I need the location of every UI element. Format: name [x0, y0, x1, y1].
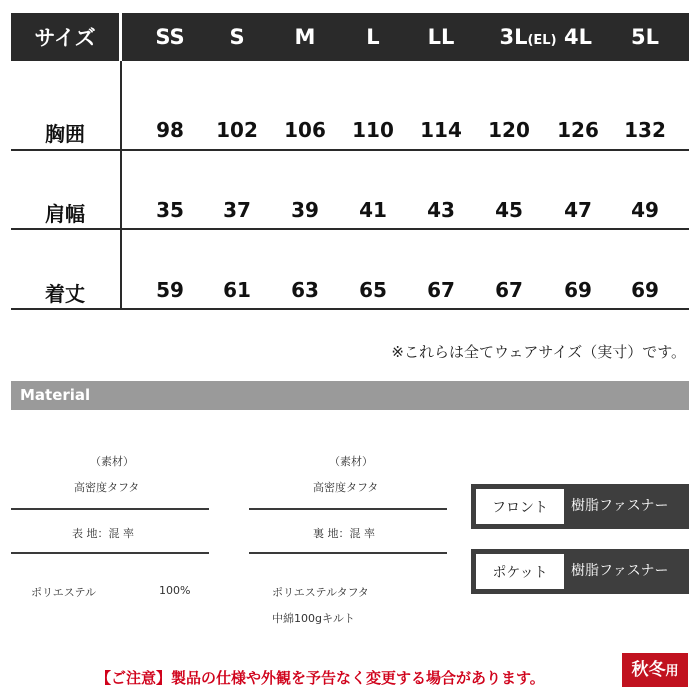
- row-label-length: 着丈: [45, 282, 85, 306]
- right-material-heading: （素材）: [329, 455, 373, 468]
- right-divider: [249, 508, 447, 510]
- size-col-m: M: [294, 25, 316, 49]
- right-fabric: 高密度タフタ: [313, 481, 379, 494]
- row-label-chest: 胸囲: [45, 122, 85, 146]
- table-cell: 67: [495, 278, 523, 302]
- table-cell: 65: [359, 278, 387, 302]
- size-col-5l: 5L: [631, 25, 659, 49]
- right-line1: ポリエステルタフタ: [272, 586, 369, 599]
- size-col-s: S: [229, 25, 245, 49]
- left-ratio-label: 表 地：混 率: [72, 527, 134, 540]
- material-bar: [11, 381, 689, 410]
- table-cell: 67: [427, 278, 455, 302]
- table-cell: 69: [631, 278, 659, 302]
- left-percent: 100%: [159, 584, 191, 597]
- table-cell: 102: [216, 118, 258, 142]
- size-col-l: L: [366, 25, 380, 49]
- row-divider: [11, 228, 689, 230]
- season-badge: 秋冬用: [622, 653, 688, 687]
- table-cell: 41: [359, 198, 387, 222]
- right-divider: [249, 552, 447, 554]
- table-cell: 63: [291, 278, 319, 302]
- left-divider: [11, 508, 209, 510]
- left-composition: ポリエステル: [31, 586, 97, 599]
- size-note: ※これらは全てウェアサイズ（実寸）です。: [391, 343, 686, 361]
- table-cell: 132: [624, 118, 666, 142]
- table-cell: 98: [156, 118, 184, 142]
- left-divider: [11, 552, 209, 554]
- feature-label: ポケット: [476, 554, 564, 589]
- table-cell: 61: [223, 278, 251, 302]
- table-cell: 37: [223, 198, 251, 222]
- row-divider: [11, 308, 689, 310]
- table-cell: 39: [291, 198, 319, 222]
- table-cell: 114: [420, 118, 462, 142]
- left-material-heading: （素材）: [90, 455, 134, 468]
- right-line2: 中綿100gキルト: [272, 612, 355, 625]
- feature-front: [471, 484, 689, 529]
- table-cell: 49: [631, 198, 659, 222]
- table-cell: 106: [284, 118, 326, 142]
- size-col-ll: LL: [427, 25, 455, 49]
- warning-text: 【ご注意】製品の仕様や外観を予告なく変更する場合があります。: [96, 669, 545, 687]
- label-column-divider: [120, 61, 122, 310]
- feature-label: フロント: [476, 489, 564, 524]
- size-header-label: サイズ: [11, 13, 119, 61]
- table-cell: 35: [156, 198, 184, 222]
- table-cell: 45: [495, 198, 523, 222]
- table-cell: 126: [557, 118, 599, 142]
- left-fabric: 高密度タフタ: [74, 481, 140, 494]
- row-divider: [11, 149, 689, 151]
- size-col-ss: SS: [155, 25, 185, 49]
- table-cell: 47: [564, 198, 592, 222]
- material-title: Material: [20, 386, 91, 404]
- table-cell: 43: [427, 198, 455, 222]
- table-cell: 110: [352, 118, 394, 142]
- feature-value: 樹脂ファスナー: [571, 498, 669, 514]
- size-col-3l: 3L(EL): [499, 25, 557, 49]
- feature-value: 樹脂ファスナー: [571, 563, 669, 579]
- table-cell: 69: [564, 278, 592, 302]
- size-col-4l: 4L: [564, 25, 592, 49]
- table-cell: 59: [156, 278, 184, 302]
- table-cell: 120: [488, 118, 530, 142]
- feature-pocket: [471, 549, 689, 594]
- right-ratio-label: 裏 地：混 率: [313, 527, 375, 540]
- row-label-shoulder: 肩幅: [45, 202, 85, 226]
